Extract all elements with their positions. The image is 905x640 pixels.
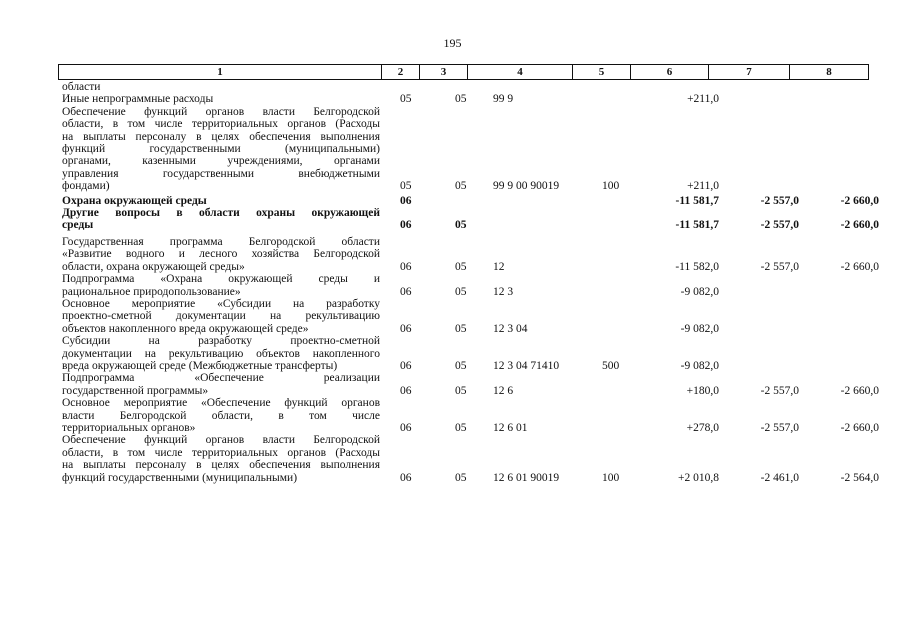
cell-c3: 05 bbox=[455, 421, 467, 434]
table-row bbox=[0, 81, 905, 93]
cell-c2: 06 bbox=[400, 285, 412, 298]
cell-c8: -2 660,0 bbox=[840, 219, 879, 232]
cell-c3: 05 bbox=[455, 322, 467, 335]
table-row bbox=[0, 195, 905, 207]
table-row bbox=[0, 372, 905, 397]
cell-c4: 12 3 04 bbox=[493, 322, 528, 335]
row-description bbox=[62, 298, 380, 335]
description-line: «Развитие водного и лесного хозяйства Белгородской bbox=[62, 248, 380, 261]
cell-c8: -2 660,0 bbox=[840, 421, 879, 434]
header-col-3: 3 bbox=[420, 65, 468, 80]
description-line: области bbox=[62, 81, 101, 93]
header-col-1: 1 bbox=[59, 65, 382, 80]
header-col-7: 7 bbox=[709, 65, 790, 80]
cell-c7: -2 557,0 bbox=[760, 384, 799, 397]
cell-c4: 12 3 04 71410 bbox=[493, 359, 560, 372]
header-col-6: 6 bbox=[631, 65, 709, 80]
description-line: на выплаты персоналу в целях обеспечения выполнения bbox=[62, 459, 380, 472]
description-line: Государственная программа Белгородской области bbox=[62, 235, 380, 248]
cell-c6: -11 581,7 bbox=[675, 219, 719, 232]
description-line: органами, казенными учреждениями, органами bbox=[62, 155, 380, 168]
description-line: Подпрограмма «Обеспечение реализации bbox=[62, 372, 380, 385]
description-line: функций государственными (муниципальными) bbox=[62, 143, 380, 156]
table-row bbox=[0, 106, 905, 193]
cell-c7: -2 557,0 bbox=[760, 260, 799, 273]
cell-c4: 12 3 bbox=[493, 285, 514, 298]
table-row bbox=[0, 236, 905, 273]
table-row bbox=[0, 397, 905, 434]
cell-c2: 06 bbox=[400, 421, 412, 434]
cell-c7: -2 557,0 bbox=[760, 421, 799, 434]
table-row bbox=[0, 273, 905, 298]
table-row bbox=[0, 335, 905, 372]
row-description bbox=[62, 372, 380, 397]
description-line: объектов накопленного вреда окружающей среде» bbox=[62, 322, 309, 335]
cell-c2: 06 bbox=[400, 384, 412, 397]
description-line: области, охрана окружающей среды» bbox=[62, 260, 245, 273]
description-line: вреда окружающей среде (Межбюджетные трансферты) bbox=[62, 359, 338, 372]
budget-table-body bbox=[0, 81, 905, 484]
row-description bbox=[62, 81, 380, 93]
cell-c7: -2 557,0 bbox=[760, 219, 799, 232]
description-line: фондами) bbox=[62, 180, 110, 193]
cell-c7: -2 461,0 bbox=[760, 471, 799, 484]
cell-c3: 05 bbox=[455, 359, 467, 372]
description-line: управления государственными внебюджетными bbox=[62, 167, 380, 180]
cell-c5: 100 bbox=[602, 471, 620, 484]
cell-c2: 06 bbox=[400, 219, 412, 232]
description-line: области, в том числе территориальных органов (Расходы bbox=[62, 446, 380, 459]
description-line: Иные непрограммные расходы bbox=[62, 93, 214, 106]
description-line: государственной программы» bbox=[62, 384, 209, 397]
cell-c8: -2 660,0 bbox=[840, 260, 879, 273]
row-description bbox=[62, 207, 380, 232]
description-line: среды bbox=[62, 219, 94, 232]
row-description bbox=[62, 236, 380, 273]
cell-c3: 05 bbox=[455, 219, 467, 232]
header-col-4: 4 bbox=[468, 65, 573, 80]
description-line: Основное мероприятие «Субсидии на разработку bbox=[62, 297, 380, 310]
description-line: Основное мероприятие «Обеспечение функций органов bbox=[62, 397, 380, 410]
description-line: рациональное природопользование» bbox=[62, 285, 241, 298]
row-description bbox=[62, 106, 380, 193]
row-description bbox=[62, 195, 380, 207]
description-line: на выплаты персоналу в целях обеспечения выполнения bbox=[62, 130, 380, 143]
cell-c6: -9 082,0 bbox=[680, 322, 719, 335]
description-line: функций государственными (муниципальными) bbox=[62, 471, 298, 484]
cell-c8: -2 660,0 bbox=[840, 384, 879, 397]
description-line: территориальных органов» bbox=[62, 421, 196, 434]
cell-c6: -9 082,0 bbox=[680, 359, 719, 372]
header-col-8: 8 bbox=[790, 65, 869, 80]
row-description bbox=[62, 397, 380, 434]
cell-c2: 05 bbox=[400, 93, 412, 106]
row-description bbox=[62, 93, 380, 105]
cell-c8: -2 564,0 bbox=[840, 471, 879, 484]
description-line: Подпрограмма «Охрана окружающей среды и bbox=[62, 273, 380, 286]
cell-c6: -11 581,7 bbox=[675, 194, 719, 207]
description-line: Охрана окружающей среды bbox=[62, 194, 207, 207]
cell-c4: 12 bbox=[493, 260, 505, 273]
cell-c6: +211,0 bbox=[687, 180, 719, 193]
page-number: 195 bbox=[443, 36, 462, 50]
cell-c3: 05 bbox=[455, 384, 467, 397]
cell-c6: -9 082,0 bbox=[680, 285, 719, 298]
cell-c3: 05 bbox=[455, 260, 467, 273]
cell-c2: 06 bbox=[400, 322, 412, 335]
cell-c6: +278,0 bbox=[686, 421, 719, 434]
header-col-2: 2 bbox=[382, 65, 420, 80]
column-header-table bbox=[58, 64, 869, 80]
row-description bbox=[62, 335, 380, 372]
cell-c3: 05 bbox=[455, 471, 467, 484]
description-line: Субсидии на разработку проектно-сметной bbox=[62, 335, 380, 348]
cell-c6: +180,0 bbox=[686, 384, 719, 397]
row-description bbox=[62, 434, 380, 484]
cell-c2: 06 bbox=[400, 359, 412, 372]
cell-c5: 100 bbox=[602, 180, 620, 193]
cell-c2: 06 bbox=[400, 260, 412, 273]
table-row bbox=[0, 298, 905, 335]
description-line: области, в том числе территориальных органов (Расходы bbox=[62, 118, 380, 131]
table-row bbox=[0, 434, 905, 484]
cell-c2: 05 bbox=[400, 180, 412, 193]
description-line: власти Белгородской области, в том числе bbox=[62, 409, 380, 422]
cell-c3: 05 bbox=[455, 285, 467, 298]
cell-c6: +2 010,8 bbox=[678, 471, 719, 484]
row-description bbox=[62, 273, 380, 298]
table-row bbox=[0, 93, 905, 105]
cell-c8: -2 660,0 bbox=[840, 194, 879, 207]
cell-c6: -11 582,0 bbox=[675, 260, 719, 273]
cell-c6: +211,0 bbox=[687, 93, 719, 106]
cell-c3: 05 bbox=[455, 180, 467, 193]
cell-c4: 99 9 00 90019 bbox=[493, 180, 560, 193]
cell-c2: 06 bbox=[400, 471, 412, 484]
description-line: Обеспечение функций органов власти Белгородской bbox=[62, 105, 380, 118]
table-row bbox=[0, 207, 905, 232]
description-line: документации на рекультивацию объектов накопленного bbox=[62, 347, 380, 360]
cell-c4: 12 6 01 90019 bbox=[493, 471, 560, 484]
cell-c5: 500 bbox=[602, 359, 620, 372]
header-col-5: 5 bbox=[573, 65, 631, 80]
cell-c2: 06 bbox=[400, 194, 412, 207]
cell-c7: -2 557,0 bbox=[760, 194, 799, 207]
cell-c4: 12 6 01 bbox=[493, 421, 528, 434]
column-header-row bbox=[59, 65, 869, 80]
description-line: проектно-сметной документации на рекультивацию bbox=[62, 310, 380, 323]
cell-c4: 12 6 bbox=[493, 384, 514, 397]
description-line: Другие вопросы в области охраны окружающей bbox=[62, 207, 380, 220]
cell-c3: 05 bbox=[455, 93, 467, 106]
description-line: Обеспечение функций органов власти Белгородской bbox=[62, 434, 380, 447]
cell-c4: 99 9 bbox=[493, 93, 514, 106]
